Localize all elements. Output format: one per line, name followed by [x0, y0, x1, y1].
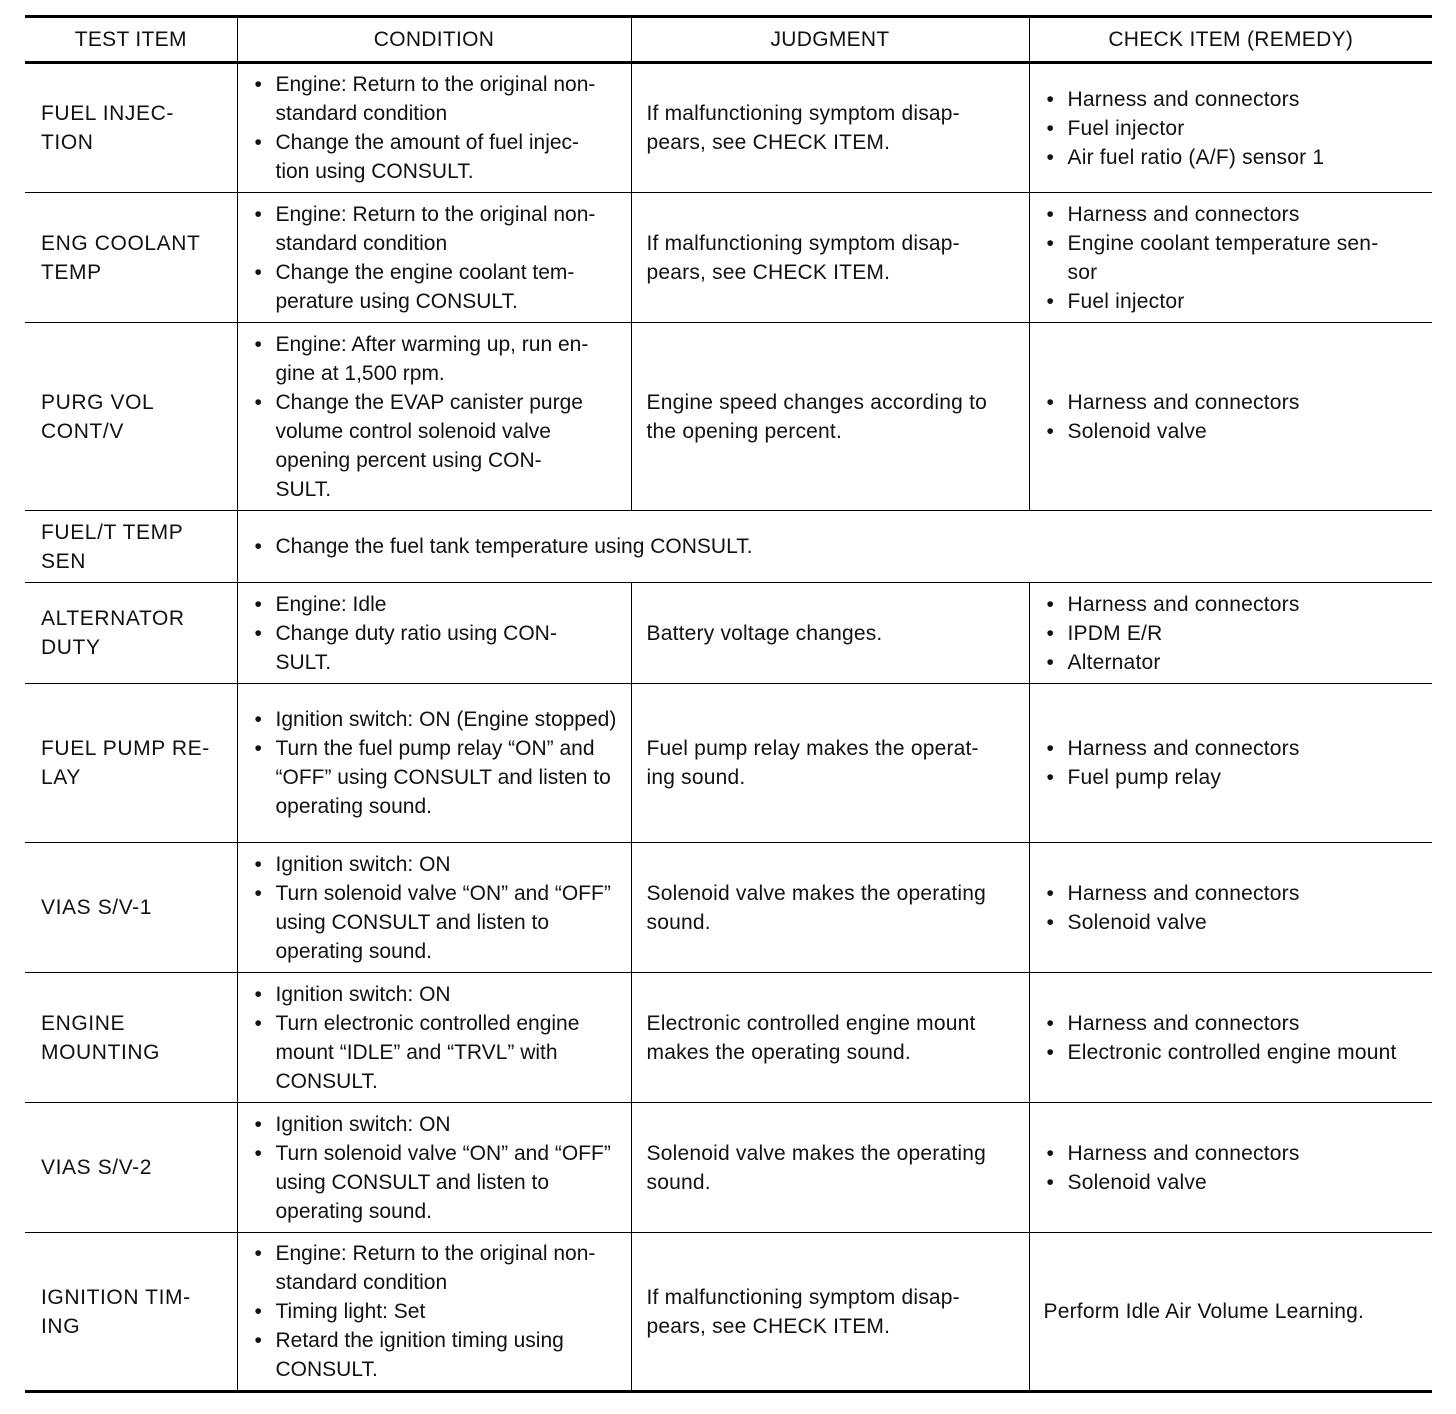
test-item-cell: ALTERNATOR DUTY [25, 583, 237, 684]
bullet-item: • Ignition switch: ON [252, 850, 625, 879]
test-item-cell: IGNITION TIM- ING [25, 1233, 237, 1392]
bullet-item: • Engine: Idle [252, 590, 625, 619]
table-header-row [25, 17, 1432, 63]
table-row [25, 583, 1432, 684]
bullet-item: • Fuel injector [1044, 287, 1427, 316]
bullet-item: • Engine: Return to the original non-standard condition [252, 200, 625, 258]
table-body [25, 63, 1432, 1392]
check-item-list [1044, 200, 1427, 316]
table-row [25, 973, 1432, 1103]
condition-cell [237, 193, 631, 323]
active-test-table [25, 15, 1432, 1393]
condition-cell [237, 843, 631, 973]
condition-cell [237, 323, 631, 511]
bullet-item: • Change the EVAP canister purge volume control solenoid valve opening percent using CON- SULT. [252, 388, 625, 504]
bullet-item: • Alternator [1044, 648, 1427, 677]
bullet-item: • Turn solenoid valve “ON” and “OFF” using CONSULT and listen to operating sound. [252, 879, 625, 966]
condition-cell [237, 1103, 631, 1233]
check-item-cell [1029, 63, 1432, 193]
table-row [25, 511, 1432, 583]
bullet-item: • Harness and connectors [1044, 879, 1427, 908]
bullet-item: • Fuel injector [1044, 114, 1427, 143]
bullet-item: • Harness and connectors [1044, 85, 1427, 114]
judgment-cell: Engine speed changes according to the opening percent. [631, 323, 1029, 511]
condition-list [252, 705, 625, 821]
condition-cell [237, 684, 631, 843]
check-item-list [1044, 85, 1427, 172]
judgment-cell: If malfunctioning symptom disap- pears, see CHECK ITEM. [631, 63, 1029, 193]
check-item-list [1044, 734, 1427, 792]
condition-list [252, 1239, 625, 1384]
bullet-item: • Ignition switch: ON [252, 980, 625, 1009]
bullet-item: • Harness and connectors [1044, 1009, 1427, 1038]
test-item-cell: PURG VOL CONT/V [25, 323, 237, 511]
condition-list [252, 200, 625, 316]
test-item-cell: FUEL/T TEMP SEN [25, 511, 237, 583]
table-row [25, 1233, 1432, 1392]
check-item-list [1044, 1139, 1427, 1197]
check-item-cell [1029, 843, 1432, 973]
condition-list [252, 1110, 625, 1226]
table-row [25, 63, 1432, 193]
condition-list [252, 532, 1427, 561]
check-item-list [1044, 590, 1427, 677]
condition-cell [237, 973, 631, 1103]
condition-list [252, 850, 625, 966]
bullet-item: • Change the amount of fuel injec- tion using CONSULT. [252, 128, 625, 186]
check-item-cell: Perform Idle Air Volume Learning. [1029, 1233, 1432, 1392]
bullet-item: • Engine coolant temperature sen- sor [1044, 229, 1427, 287]
bullet-item: • IPDM E/R [1044, 619, 1427, 648]
condition-list [252, 590, 625, 677]
judgment-cell: If malfunctioning symptom disap- pears, see CHECK ITEM. [631, 1233, 1029, 1392]
bullet-item: • Fuel pump relay [1044, 763, 1427, 792]
condition-list [252, 70, 625, 186]
bullet-item: • Timing light: Set [252, 1297, 625, 1326]
judgment-cell: Electronic controlled engine mount makes the operating sound. [631, 973, 1029, 1103]
check-item-list [1044, 388, 1427, 446]
check-item-cell [1029, 1103, 1432, 1233]
bullet-item: • Turn the fuel pump relay “ON” and “OFF” using CONSULT and listen to operating sound. [252, 734, 625, 821]
bullet-item: • Engine: After warming up, run en- gine at 1,500 rpm. [252, 330, 625, 388]
test-item-cell: ENG COOLANT TEMP [25, 193, 237, 323]
table-row [25, 843, 1432, 973]
bullet-item: • Harness and connectors [1044, 388, 1427, 417]
condition-cell [237, 63, 631, 193]
bullet-item: • Change duty ratio using CON- SULT. [252, 619, 625, 677]
header-condition: CONDITION [237, 17, 631, 63]
judgment-cell: If malfunctioning symptom disap- pears, see CHECK ITEM. [631, 193, 1029, 323]
condition-list [252, 330, 625, 504]
condition-cell [237, 583, 631, 684]
judgment-cell: Solenoid valve makes the operating sound. [631, 843, 1029, 973]
bullet-item: • Harness and connectors [1044, 200, 1427, 229]
test-item-cell: FUEL PUMP RE- LAY [25, 684, 237, 843]
judgment-cell: Solenoid valve makes the operating sound. [631, 1103, 1029, 1233]
bullet-item: • Retard the ignition timing using CONSULT. [252, 1326, 625, 1384]
bullet-item: • Solenoid valve [1044, 1168, 1427, 1197]
bullet-item: • Engine: Return to the original non-standard condition [252, 1239, 625, 1297]
table-row [25, 323, 1432, 511]
test-item-cell: VIAS S/V-1 [25, 843, 237, 973]
table-row [25, 1103, 1432, 1233]
table-row [25, 684, 1432, 843]
check-item-cell [1029, 973, 1432, 1103]
judgment-cell: Battery voltage changes. [631, 583, 1029, 684]
bullet-item: • Engine: Return to the original non-standard condition [252, 70, 625, 128]
header-judgment: JUDGMENT [631, 17, 1029, 63]
table-row [25, 193, 1432, 323]
bullet-item: • Solenoid valve [1044, 908, 1427, 937]
condition-cell-spanning [237, 511, 1432, 583]
test-item-cell: VIAS S/V-2 [25, 1103, 237, 1233]
bullet-item: • Harness and connectors [1044, 734, 1427, 763]
header-test-item: TEST ITEM [25, 17, 237, 63]
bullet-item: • Turn solenoid valve “ON” and “OFF” using CONSULT and listen to operating sound. [252, 1139, 625, 1226]
test-item-cell: ENGINE MOUNTING [25, 973, 237, 1103]
check-item-cell [1029, 323, 1432, 511]
bullet-item: • Air fuel ratio (A/F) sensor 1 [1044, 143, 1427, 172]
check-item-cell [1029, 684, 1432, 843]
bullet-item: • Solenoid valve [1044, 417, 1427, 446]
header-check-item: CHECK ITEM (REMEDY) [1029, 17, 1432, 63]
judgment-cell: Fuel pump relay makes the operat- ing sound. [631, 684, 1029, 843]
test-item-cell: FUEL INJEC- TION [25, 63, 237, 193]
bullet-item: • Change the fuel tank temperature using CONSULT. [252, 532, 1427, 561]
bullet-item: • Turn electronic controlled engine mount “IDLE” and “TRVL” with CONSULT. [252, 1009, 625, 1096]
bullet-item: • Change the engine coolant tem- perature using CONSULT. [252, 258, 625, 316]
check-item-cell [1029, 583, 1432, 684]
check-item-cell [1029, 193, 1432, 323]
condition-cell [237, 1233, 631, 1392]
check-item-list [1044, 1009, 1427, 1067]
bullet-item: • Ignition switch: ON [252, 1110, 625, 1139]
condition-list [252, 980, 625, 1096]
bullet-item: • Ignition switch: ON (Engine stopped) [252, 705, 625, 734]
bullet-item: • Harness and connectors [1044, 1139, 1427, 1168]
bullet-item: • Harness and connectors [1044, 590, 1427, 619]
bullet-item: • Electronic controlled engine mount [1044, 1038, 1427, 1067]
check-item-list [1044, 879, 1427, 937]
